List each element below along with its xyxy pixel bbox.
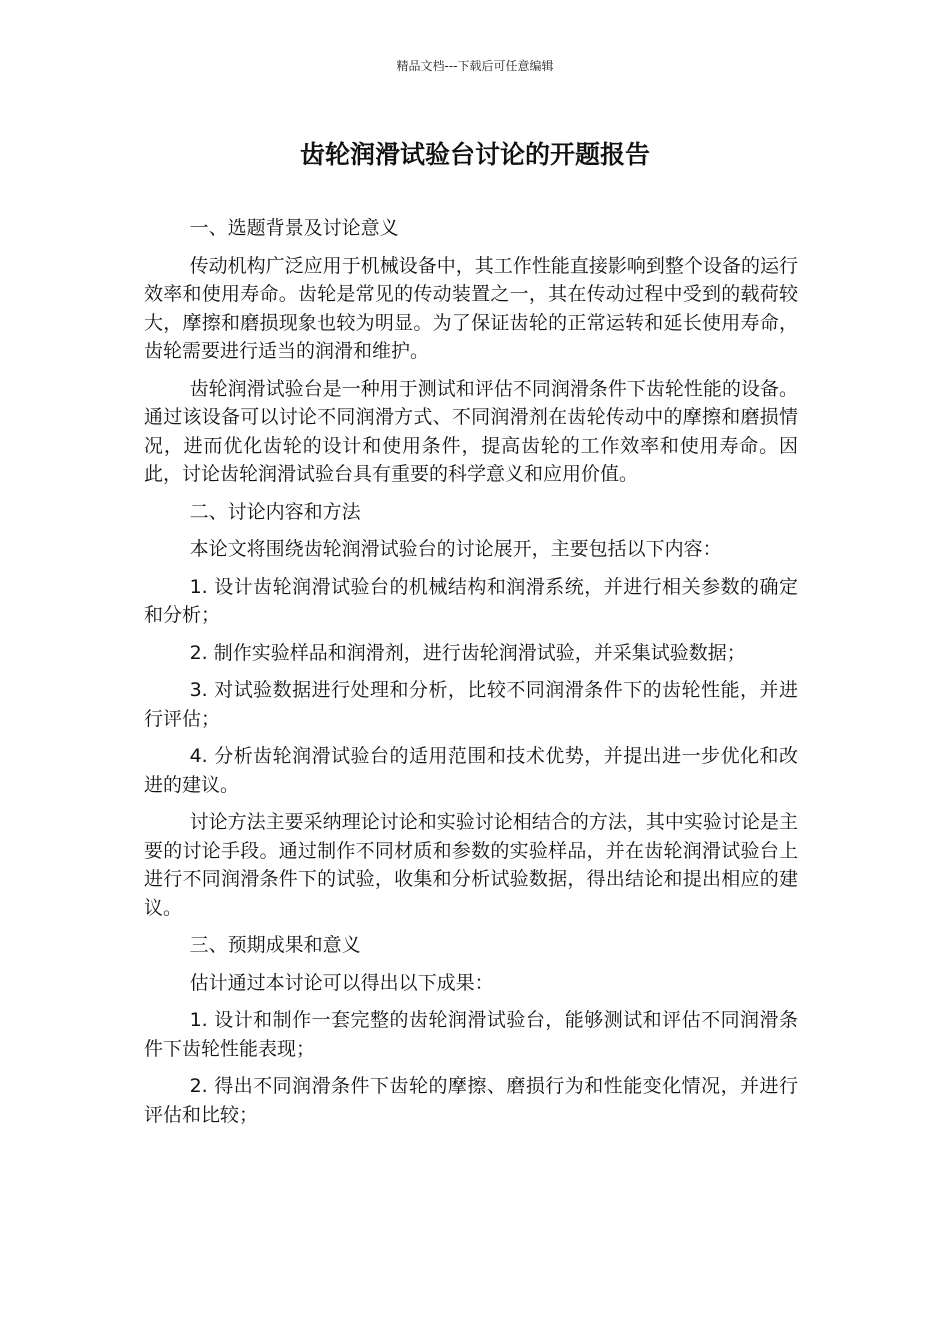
document-title: 齿轮润滑试验台讨论的开题报告 — [299, 140, 650, 169]
section-heading-expected-results: 三、预期成果和意义 — [189, 934, 361, 956]
paragraph-background-1: 传动机构广泛应用于机械设备中，其工作性能直接影响到整个设备的运行效率和使用寿命。齿轮是常见的传动装置之一，其在传动过程中受到的载荷较大，摩擦和磨损现象也较为明显。为了保证齿轮的正常运转和延长使用寿命，齿轮需要进行适当的润滑和维护。 — [144, 254, 798, 362]
list-item-content-2: 2. 制作实验样品和润滑剂，进行齿轮润滑试验，并采集试验数据； — [189, 641, 746, 664]
section-heading-background: 一、选题背景及讨论意义 — [189, 217, 399, 239]
list-item-result-2: 2. 得出不同润滑条件下齿轮的摩擦、磨损行为和性能变化情况，并进行评估和比较； — [144, 1075, 798, 1126]
list-item-content-4: 4. 分析齿轮润滑试验台的适用范围和技术优势，并提出进一步优化和改进的建议。 — [144, 745, 798, 796]
paragraph-methods: 讨论方法主要采纳理论讨论和实验讨论相结合的方法，其中实验讨论是主要的讨论手段。通过制作不同材质和参数的实验样品，并在齿轮润滑试验台上进行不同润滑条件下的试验，收集和分析试验数据，得出结论和提出相应的建议。 — [144, 811, 798, 919]
list-item-content-1: 1. 设计齿轮润滑试验台的机械结构和润滑系统，并进行相关参数的确定和分析； — [144, 575, 798, 626]
list-item-content-3: 3. 对试验数据进行处理和分析，比较不同润滑条件下的齿轮性能，并进行评估； — [144, 679, 798, 730]
document-body — [144, 214, 798, 1138]
header-note: 精品文档---下载后可任意编辑 — [396, 59, 554, 73]
paragraph-background-2: 齿轮润滑试验台是一种用于测试和评估不同润滑条件下齿轮性能的设备。通过该设备可以讨论不同润滑方式、不同润滑剂在齿轮传动中的摩擦和磨损情况，进而优化齿轮的设计和使用条件，提高齿轮的工作效率和使用寿命。因此，讨论齿轮润滑试验台具有重要的科学意义和应用价值。 — [144, 377, 798, 485]
paragraph-results-intro: 估计通过本讨论可以得出以下成果： — [189, 971, 494, 994]
list-item-result-1: 1. 设计和制作一套完整的齿轮润滑试验台，能够测试和评估不同润滑条件下齿轮性能表现； — [144, 1009, 798, 1060]
paragraph-content-intro: 本论文将围绕齿轮润滑试验台的讨论展开，主要包括以下内容： — [189, 538, 722, 560]
section-heading-content-methods: 二、讨论内容和方法 — [189, 500, 361, 523]
